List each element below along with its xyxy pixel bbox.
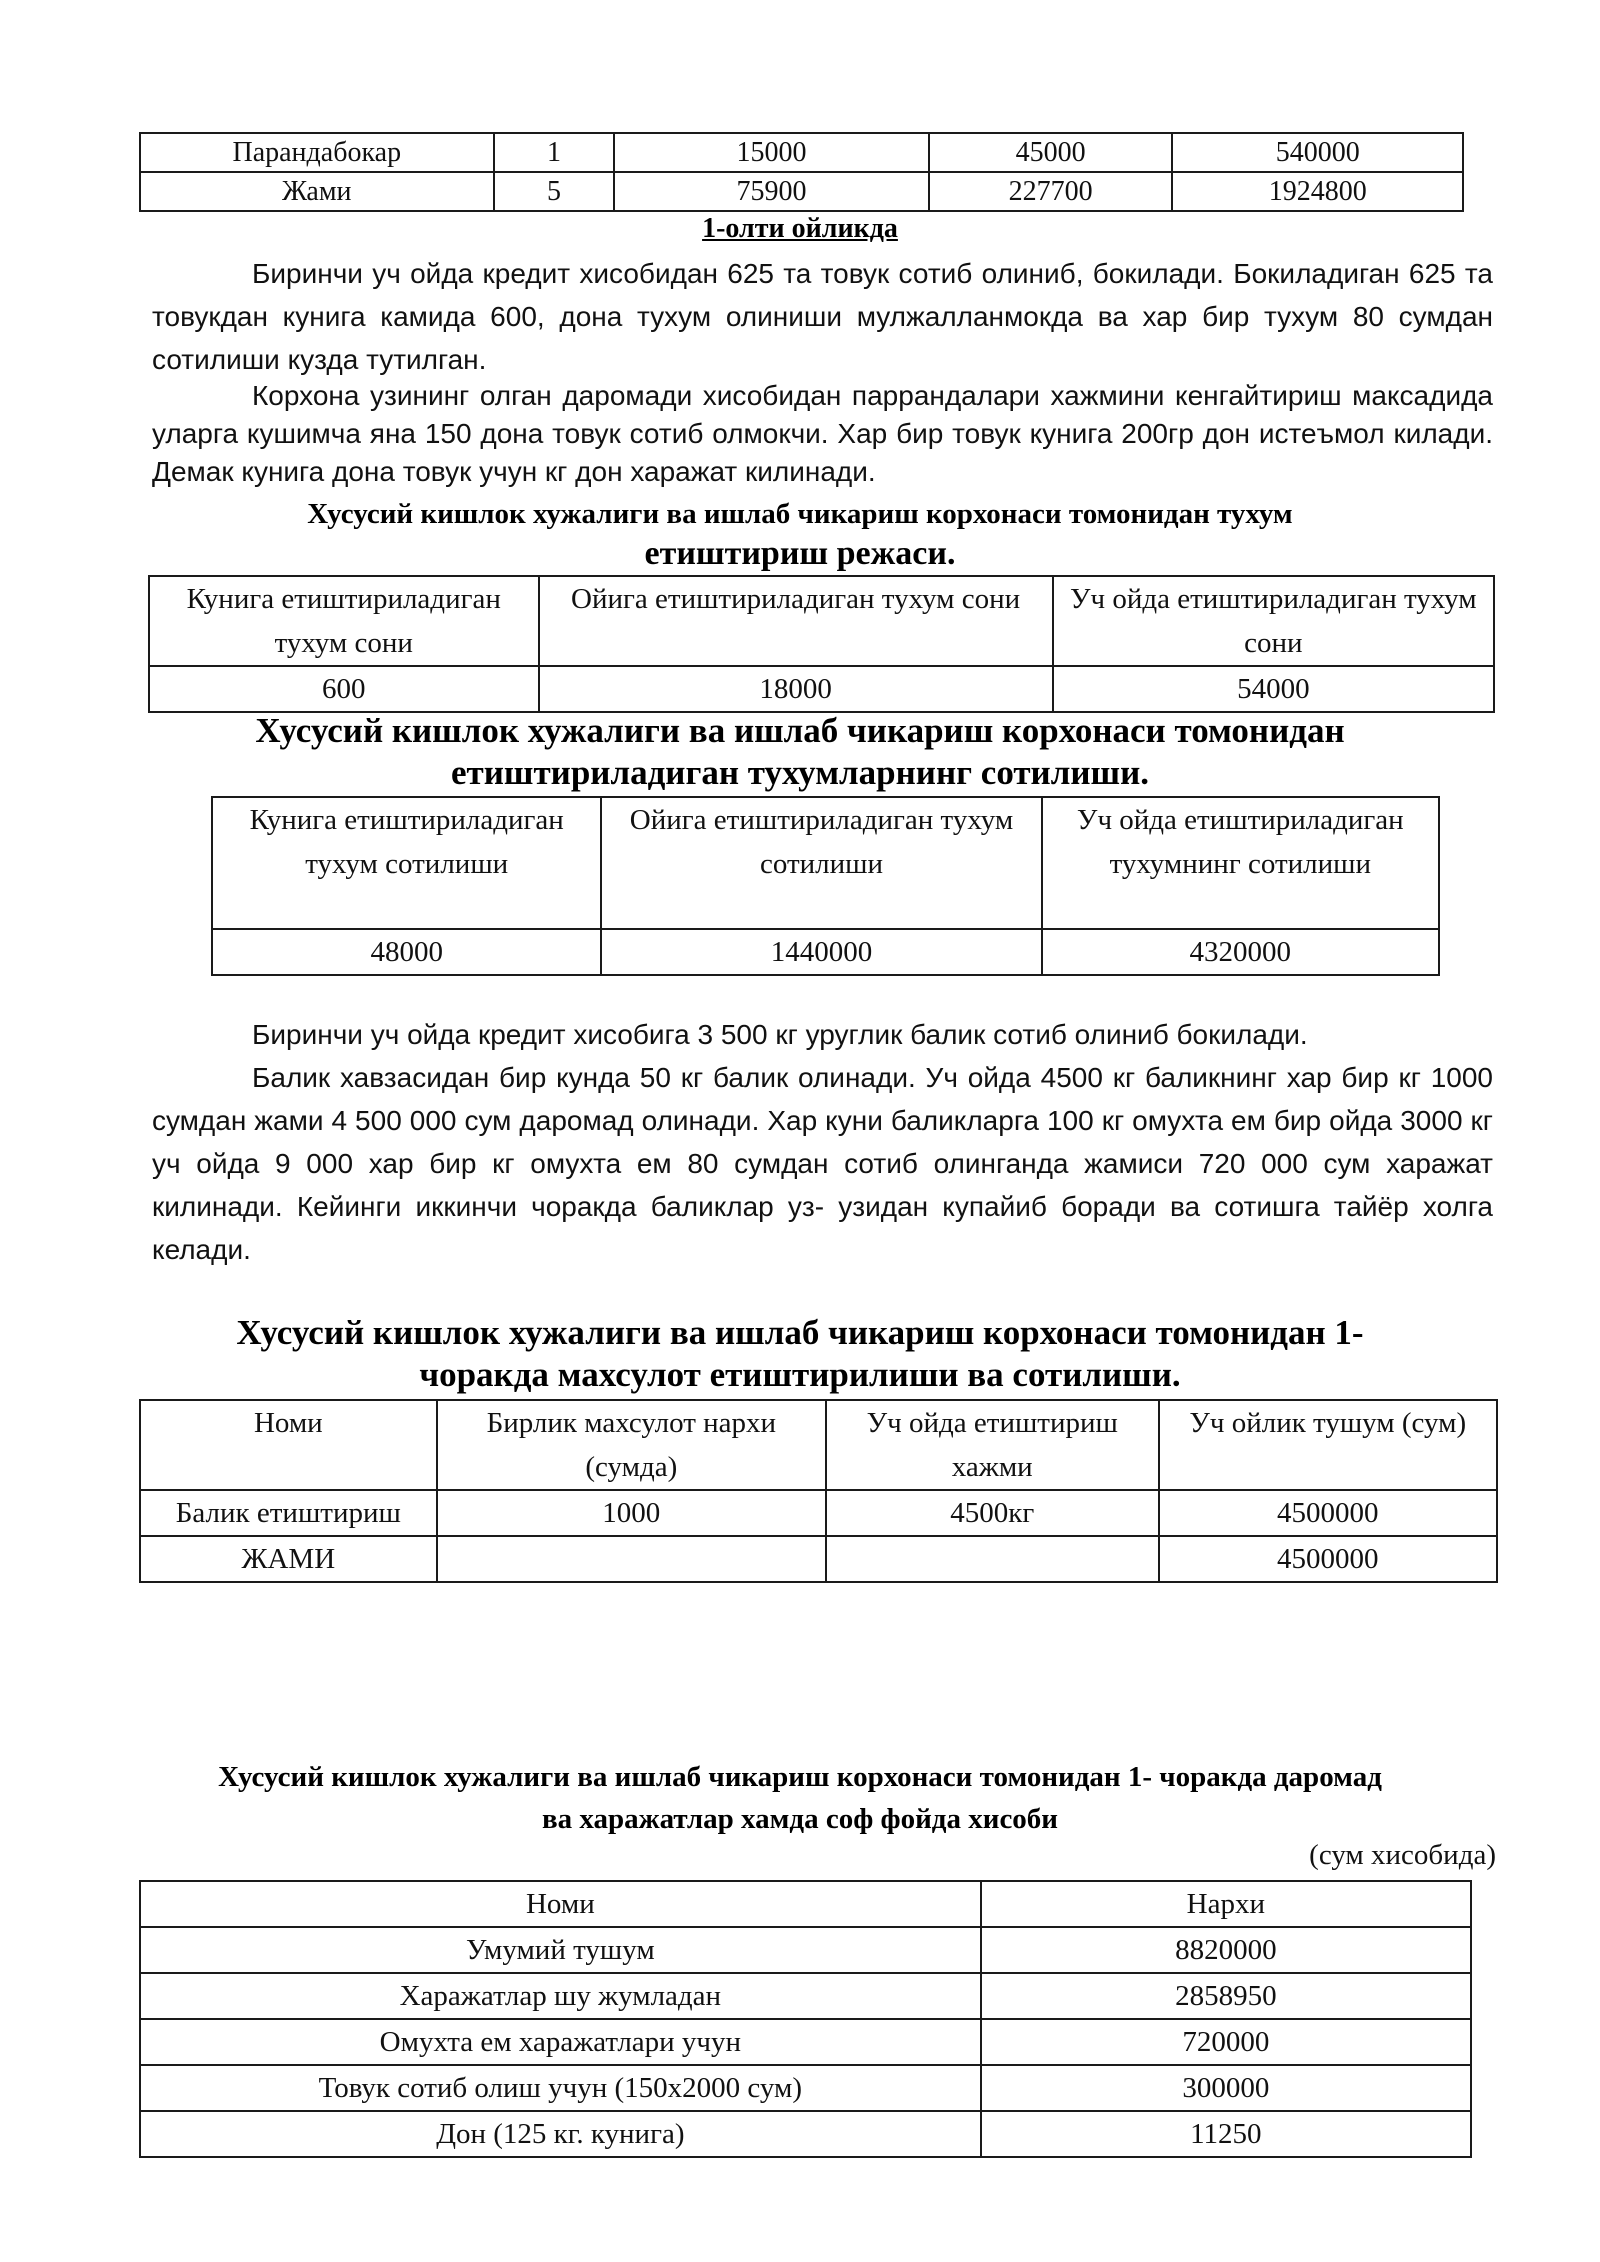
column-header: Бирлик махсулот нархи (сумда) [437,1400,826,1490]
table-cell: 2858950 [981,1973,1471,2019]
section-heading: 1-олти ойликда [702,213,898,244]
table-cell: 5 [494,172,615,211]
table-row [140,1536,1497,1582]
paragraph-fish-credit: Биринчи уч ойда кредит хисобига 3 500 кг уруглик балик сотиб олиниб бокилади. [252,1019,1308,1050]
egg-sales-table [211,796,1440,976]
table-row [140,133,1463,172]
table-cell: 54000 [1053,666,1494,712]
table-cell: Дон (125 кг. кунига) [140,2111,981,2157]
column-header: Ойига етиштириладиган тухум сотилиши [601,797,1041,929]
table-header-row [140,1400,1497,1490]
table-row [140,2065,1471,2111]
table-cell: 4320000 [1042,929,1439,975]
table-row [140,2111,1471,2157]
fish-production-table [139,1399,1498,1583]
table-row [140,1490,1497,1536]
column-header: Уч ойда етиштириш хажми [826,1400,1159,1490]
table-cell: 18000 [539,666,1053,712]
fish-title-line2: чоракда махсулот етиштирилиши ва сотилиши. [419,1355,1181,1394]
table-cell: Умумий тушум [140,1927,981,1973]
paragraph-credit-chickens: Биринчи уч ойда кредит хисобидан 625 та товук сотиб олиниб, бокилади. Бокиладиган 625 та товукдан кунига камида 600, дона тухум олиниши мулжалланмокда ва хар бир тухум 80 сумдан сотилиши кузда тутилган. [152,258,1493,375]
table-row [212,929,1439,975]
table-cell: 300000 [981,2065,1471,2111]
table-cell: 11250 [981,2111,1471,2157]
table-cell: 45000 [929,133,1173,172]
table-cell: ЖАМИ [140,1536,437,1582]
column-header: Нархи [981,1881,1471,1927]
table-cell: 1 [494,133,615,172]
table-cell: 227700 [929,172,1173,211]
table-cell: 4500000 [1159,1536,1497,1582]
column-header: Номи [140,1881,981,1927]
table-cell: 4500000 [1159,1490,1497,1536]
table-row [149,666,1494,712]
table-cell: 1000 [437,1490,826,1536]
column-header: Уч ойда етиштириладиган тухумнинг сотилиши [1042,797,1439,929]
column-header: Уч ойлик тушум (сум) [1159,1400,1497,1490]
finance-title-line1: Хусусий кишлок хужалиги ва ишлаб чикариш корхонаси томонидан 1- чоракда даромад [218,1761,1382,1793]
egg-plan-title-line1: Хусусий кишлок хужалиги ва ишлаб чикариш корхонаси томонидан тухум [307,498,1293,530]
table-cell: 600 [149,666,539,712]
table-row [140,172,1463,211]
column-header: Ойига етиштириладиган тухум сони [539,576,1053,666]
table-cell: 540000 [1172,133,1463,172]
table-cell: Харажатлар шу жумладан [140,1973,981,2019]
paragraph-fish-details: Балик хавзасидан бир кунда 50 кг балик олинади. Уч ойда 4500 кг баликнинг хар бир кг 1000 сумдан жами 4 500 000 сум даромад олинади. Хар куни баликларга 100 кг омухта ем бир ойда 3000 кг уч ойда 9 000 хар бир кг омухта ем 80 сумдан сотиб олинганда жамиси 720 000 сум харажат килинади. Кейинги иккинчи чоракда баликлар уз- узидан купайиб боради ва сотишга тайёр холга келади. [152,1062,1493,1265]
finance-title-line2: ва харажатлар хамда соф фойда хисоби [541,1803,1059,1835]
fish-title-line1: Хусусий кишлок хужалиги ва ишлаб чикариш корхонаси томонидан 1- [236,1313,1364,1352]
egg-sales-title-line2: етиштириладиган тухумларнинг сотилиши. [451,753,1149,792]
paragraph-expansion: Корхона узининг олган даромади хисобидан паррандалари хажмини кенгайтириш максадида уларга кушимча яна 150 дона товук сотиб олмокчи. Хар бир товук кунига 200гр дон истеъмол килади. Демак кунига дона товук учун кг дон харажат килинади. [152,380,1493,487]
column-header: Кунига етиштириладиган тухум сотилиши [212,797,601,929]
table-cell: 75900 [614,172,928,211]
finance-table [139,1880,1472,2158]
table-row [140,1973,1471,2019]
table-cell: 8820000 [981,1927,1471,1973]
table-header-row [149,576,1494,666]
table-cell: 1440000 [601,929,1041,975]
table-header-row [212,797,1439,929]
table-cell: Парандабокар [140,133,494,172]
table-cell: Жами [140,172,494,211]
table-row [140,2019,1471,2065]
column-header: Номи [140,1400,437,1490]
table-cell [437,1536,826,1582]
table-cell: 4500кг [826,1490,1159,1536]
table-row [140,1927,1471,1973]
column-header: Кунига етиштириладиган тухум сони [149,576,539,666]
table-cell: 48000 [212,929,601,975]
egg-sales-title-line1: Хусусий кишлок хужалиги ва ишлаб чикариш корхонаси томонидан [255,711,1345,750]
unit-note: (сум хисобида) [1309,1839,1496,1871]
poultry-summary-table [139,132,1464,212]
table-cell: 15000 [614,133,928,172]
table-cell: 1924800 [1172,172,1463,211]
table-cell: Омухта ем харажатлари учун [140,2019,981,2065]
table-cell [826,1536,1159,1582]
table-header-row [140,1881,1471,1927]
egg-plan-table [148,575,1495,713]
column-header: Уч ойда етиштириладиган тухум сони [1053,576,1494,666]
table-cell: Балик етиштириш [140,1490,437,1536]
table-cell: 720000 [981,2019,1471,2065]
egg-plan-title-line2: етиштириш режаси. [644,535,956,572]
table-cell: Товук сотиб олиш учун (150х2000 сум) [140,2065,981,2111]
